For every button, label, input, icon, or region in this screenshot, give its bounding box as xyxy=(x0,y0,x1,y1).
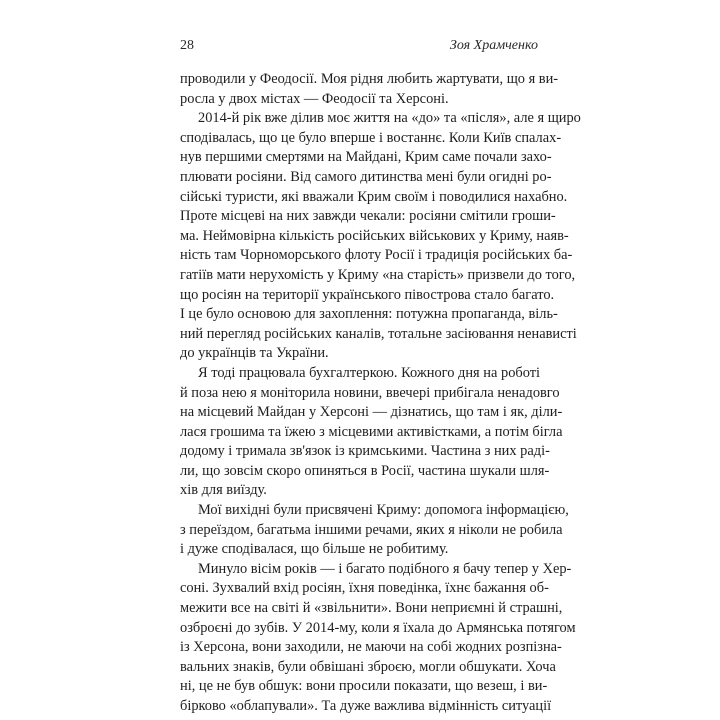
text-line: з переїздом, багатьма іншими речами, яких я ніколи не робила xyxy=(180,521,563,538)
text-line: соні. Зухвалий вхід росіян, їхня поведінка, їхнє бажання об- xyxy=(180,580,549,597)
text-line: й поза нею я моніторила новини, ввечері прибігала ненадовго xyxy=(180,384,560,401)
text-line: бірково «облапували». Та дуже важлива відмінність ситуації xyxy=(180,698,552,714)
text-line: проводили у Феодосії. Моя рідня любить жартувати, що я ви- xyxy=(180,71,559,87)
text-line: межити все на світі й «звільнити». Вони неприємні й страшні, xyxy=(180,600,563,617)
running-head-author: Зоя Храмченко xyxy=(449,38,538,53)
text-line: Минуло вісім років — і багато подібного я бачу тепер у Хер- xyxy=(198,560,572,577)
body-text xyxy=(180,70,581,717)
text-line: що росіян на території українського півострова стало багато. xyxy=(180,286,555,303)
text-line: ний перегляд російських каналів, тотальне засіювання ненависті xyxy=(180,325,577,342)
text-line: ні, це не був обшук: вони просили показати, що везеш, і ви- xyxy=(180,678,548,695)
text-line: озброєні до зубів. У 2014-му, коли я їхала до Армянська потягом xyxy=(180,619,576,636)
text-line: гатіїв мати нерухомість у Криму «на старість» призвели до того, xyxy=(180,266,576,283)
text-line: Я тоді працювала бухгалтеркою. Кожного дня на роботі xyxy=(198,364,540,381)
text-line: вальних знаків, були обвішані зброєю, могли обшукати. Хоча xyxy=(180,658,556,675)
text-line: ність там Чорноморського флоту Росії і традиція російських ба- xyxy=(180,247,573,264)
text-line: І це було основою для захоплення: потужна пропаганда, віль- xyxy=(180,306,558,323)
text-line: Мої вихідні були присвячені Криму: допомога інформацією, xyxy=(198,502,569,519)
text-line: плювати росіяни. Від самого дитинства мені були огидні ро- xyxy=(180,168,552,185)
text-line: росла у двох містах — Феодосії та Херсоні. xyxy=(180,90,449,107)
text-line: сподівалась, що це було вперше і востаннє. Коли Київ спалах- xyxy=(180,129,562,146)
text-line: сійські туристи, які вважали Крим своїм і поводилися нахабно. xyxy=(180,188,568,205)
text-line: ма. Неймовірна кількість російських військових у Криму, наяв- xyxy=(180,227,569,244)
text-line: і дуже сподівалася, що більше не робитиму. xyxy=(180,541,449,558)
text-line: до українців та України. xyxy=(180,345,329,362)
text-line: ли, що зовсім скоро опиняться в Росії, частина шукали шля- xyxy=(180,462,550,479)
text-line: 2014-й рік вже ділив моє життя на «до» та «після», але я щиро xyxy=(198,110,581,127)
text-line: із Херсона, вони заходили, не маючи на собі жодних розпізна- xyxy=(180,639,562,656)
text-line: додому і тримала зв'язок із кримськими. Частина з них раді- xyxy=(180,443,550,460)
text-line: лася грошима та їжею з місцевими активістками, а потім бігла xyxy=(180,423,563,440)
text-line: на місцевий Майдан у Херсоні — дізнатись, що там і як, діли- xyxy=(180,404,563,421)
text-line: Проте місцеві на них завжди чекали: росіяни смітили гроши- xyxy=(180,208,556,225)
text-line: нув першими смертями на Майдані, Крим саме почали захо- xyxy=(180,149,552,166)
text-line: хів для виїзду. xyxy=(180,482,267,499)
page-number: 28 xyxy=(180,38,194,53)
